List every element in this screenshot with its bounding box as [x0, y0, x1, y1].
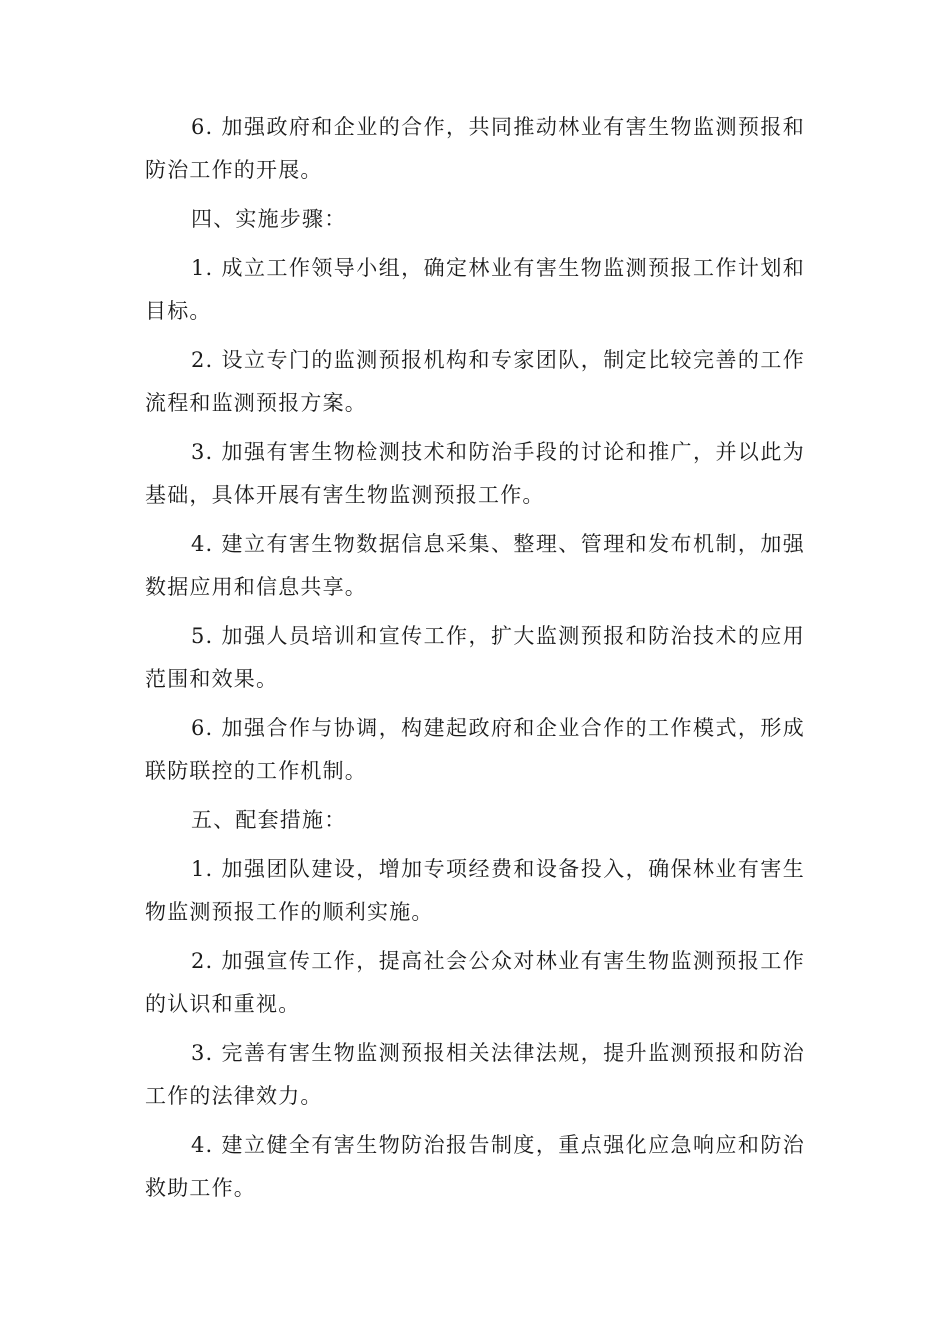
paragraph-step-3: 3. 加强有害生物检测技术和防治手段的讨论和推广，并以此为基础，具体开展有害生物监测预报工作。 [145, 440, 805, 507]
section-heading-implementation-steps: 四、实施步骤： [191, 207, 347, 231]
paragraph-measure-4: 4. 建立健全有害生物防治报告制度，重点强化应急响应和防治救助工作。 [145, 1133, 805, 1200]
paragraph-measure-2: 2. 加强宣传工作，提高社会公众对林业有害生物监测预报工作的认识和重视。 [145, 949, 805, 1016]
document-body [145, 106, 805, 1216]
paragraph-step-6: 6. 加强合作与协调，构建起政府和企业合作的工作模式，形成联防联控的工作机制。 [145, 716, 805, 783]
section-heading-supporting-measures: 五、配套措施： [191, 808, 347, 832]
paragraph-item-6-cooperation: 6. 加强政府和企业的合作，共同推动林业有害生物监测预报和防治工作的开展。 [145, 115, 805, 182]
paragraph-step-2: 2. 设立专门的监测预报机构和专家团队，制定比较完善的工作流程和监测预报方案。 [145, 348, 805, 415]
paragraph-step-1: 1. 成立工作领导小组，确定林业有害生物监测预报工作计划和目标。 [145, 256, 805, 323]
paragraph-step-5: 5. 加强人员培训和宣传工作，扩大监测预报和防治技术的应用范围和效果。 [145, 624, 805, 691]
paragraph-step-4: 4. 建立有害生物数据信息采集、整理、管理和发布机制，加强数据应用和信息共享。 [145, 532, 805, 599]
paragraph-measure-1: 1. 加强团队建设，增加专项经费和设备投入，确保林业有害生物监测预报工作的顺利实施。 [145, 857, 805, 924]
paragraph-measure-3: 3. 完善有害生物监测预报相关法律法规，提升监测预报和防治工作的法律效力。 [145, 1041, 805, 1108]
